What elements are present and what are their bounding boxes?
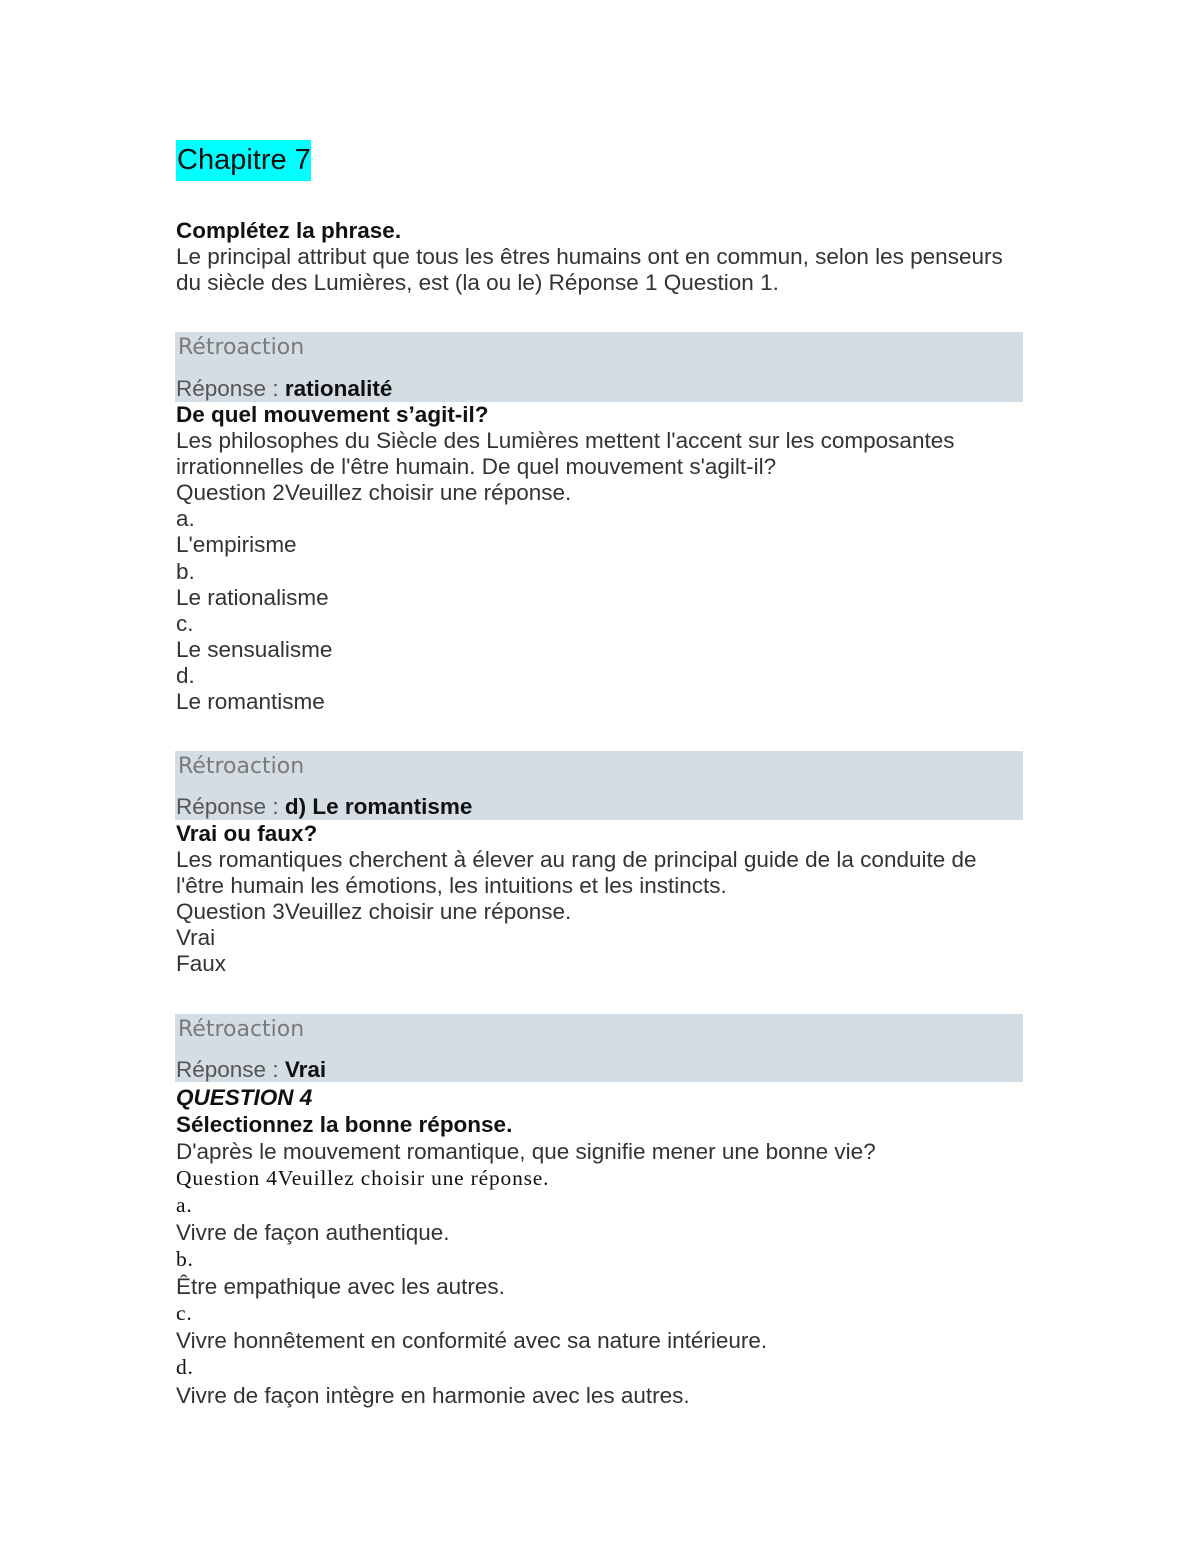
option-text: Le romantisme [176, 689, 325, 715]
question-4-prompt: D'après le mouvement romantique, que signifie mener une bonne vie? [176, 1138, 876, 1164]
answer-prefix: Réponse : [176, 1057, 279, 1082]
question-4 [176, 1084, 876, 1409]
option-letter: c. [176, 1301, 193, 1326]
feedback-label: Rétroaction [178, 335, 305, 360]
question-3-prompt-line: l'être humain les émotions, les intuitions et les instincts. [176, 873, 727, 898]
feedback-answer-line [176, 376, 392, 402]
chapter-title-highlight [176, 140, 311, 181]
question-2-heading: De quel mouvement s’agit-il? [176, 402, 489, 427]
option-letter: d. [176, 1355, 194, 1380]
option-text: Le sensualisme [176, 636, 333, 662]
question-1-heading: Complétez la phrase. [176, 218, 402, 243]
question-4-number: QUESTION 4 [176, 1084, 313, 1110]
correct-answer: d) Le romantisme [284, 794, 473, 819]
feedback-panel-1 [175, 332, 1023, 402]
answer-prefix: Réponse : [176, 376, 279, 401]
option-text: Vivre de façon intègre en harmonie avec les autres. [176, 1382, 690, 1408]
option-text: L'empirisme [176, 532, 297, 558]
question-1-prompt-line: Le principal attribut que tous les êtres humains ont en commun, selon les penseurs [176, 244, 1003, 269]
feedback-answer-line [176, 794, 472, 820]
option-text: Le rationalisme [176, 584, 329, 610]
option-letter: c. [176, 610, 194, 636]
option-letter: d. [176, 662, 195, 688]
option-text: Vrai [176, 925, 216, 950]
question-1 [176, 218, 1003, 296]
option-text: Faux [176, 951, 227, 976]
option-letter: b. [176, 558, 195, 584]
option-text: Vivre de façon authentique. [176, 1219, 450, 1245]
option-letter: a. [176, 1192, 193, 1217]
question-2 [176, 402, 954, 715]
feedback-panel-3 [175, 1014, 1023, 1082]
correct-answer: rationalité [284, 376, 393, 401]
option-text: Vivre honnêtement en conformité avec sa nature intérieure. [176, 1328, 768, 1354]
question-3-instruction: Question 3Veuillez choisir une réponse. [176, 899, 572, 924]
answer-prefix: Réponse : [176, 794, 279, 819]
correct-answer: Vrai [284, 1057, 327, 1082]
option-letter: a. [176, 506, 195, 532]
question-1-prompt-line: du siècle des Lumières, est (la ou le) Réponse 1 Question 1. [176, 270, 779, 295]
feedback-label: Rétroaction [178, 1017, 305, 1042]
question-3 [176, 821, 977, 977]
question-3-heading: Vrai ou faux? [176, 821, 318, 846]
question-4-instruction: Question 4Veuillez choisir une réponse. [176, 1165, 550, 1190]
feedback-label: Rétroaction [178, 754, 305, 779]
question-3-prompt-line: Les romantiques cherchent à élever au rang de principal guide de la conduite de [176, 847, 977, 872]
option-letter: b. [176, 1247, 194, 1272]
question-2-prompt-line: irrationnelles de l'être humain. De quel mouvement s'agilt-il? [176, 454, 777, 480]
option-text: Être empathique avec les autres. [176, 1274, 505, 1300]
feedback-panel-2 [175, 751, 1023, 820]
question-2-instruction: Question 2Veuillez choisir une réponse. [176, 480, 572, 506]
chapter-title: Chapitre 7 [177, 144, 311, 176]
question-2-prompt-line: Les philosophes du Siècle des Lumières mettent l'accent sur les composantes [176, 428, 955, 454]
feedback-answer-line [176, 1057, 326, 1083]
question-4-heading: Sélectionnez la bonne réponse. [176, 1111, 513, 1137]
